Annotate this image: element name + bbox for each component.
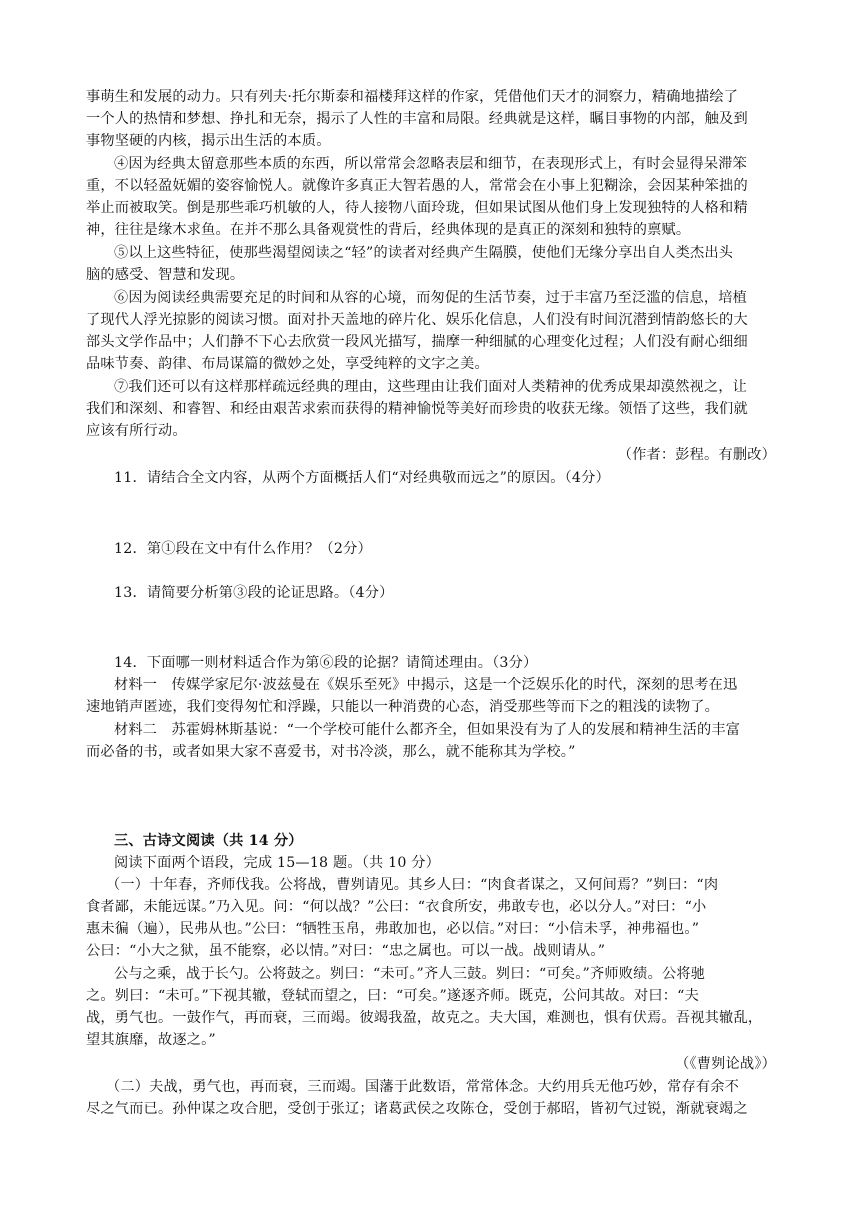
passage-line: 品味节奏、韵律、布局谋篇的微妙之处，享受纯粹的文字之美。: [86, 356, 489, 372]
classical-text-line: 惠未徧（遍），民弗从也。”公曰：“牺牲玉帛，弗敢加也，必以信。”对曰：“小信未孚，神弗福也。”: [86, 921, 700, 937]
passage-line: 一个人的热情和梦想、挣扎和无奈，揭示了人性的丰富和局限。经典就是这样，瞩目事物的内部，触及到: [86, 111, 748, 127]
passage-line: ⑥因为阅读经典需要充足的时间和从容的心境，而匆促的生活节奏，过于丰富乃至泛滥的信息，培植: [114, 290, 748, 306]
section-instruction: 阅读下面两个语段，完成 15—18 题。（共 10 分）: [114, 855, 441, 871]
classical-text-line: 尽之气而已。孙仲谋之攻合肥，受创于张辽；诸葛武侯之攻陈仓，受创于郝昭，皆初气过锐，渐就衰竭之: [86, 1101, 748, 1117]
material-1: 材料一 传媒学家尼尔·波兹曼在《娱乐至死》中揭示，这是一个泛娱乐化的时代，深刻的思考在迅: [114, 677, 738, 693]
section-heading: 三、古诗文阅读（共 14 分）: [114, 833, 303, 849]
classical-text-line: 战，勇气也。一鼓作气，再而衰，三而竭。彼竭我盈，故克之。夫大国，难测也，惧有伏焉。吾视其辙乱，: [86, 1010, 763, 1026]
question-14: 14．下面哪一则材料适合作为第⑥段的论据？请简述理由。（3分）: [114, 655, 538, 671]
classical-text-line: （二）夫战，勇气也，再而衰，三而竭。国藩于此数语，常常体念。大约用兵无他巧妙，常存有余不: [106, 1079, 740, 1095]
question-12: 12．第①段在文中有什么作用？（2分）: [114, 541, 372, 557]
passage-line: 脑的感受、智慧和发现。: [86, 267, 245, 283]
passage-line: 事萌生和发展的动力。只有列夫·托尔斯泰和福楼拜这样的作家，凭借他们天才的洞察力，精确地描绘了: [86, 89, 739, 105]
material-2: 而必备的书，或者如果大家不喜爱书，对书冷淡，那么，就不能称其为学校。”: [86, 744, 576, 760]
passage-line: ⑤以上这些特征，使那些渴望阅读之“轻”的读者对经典产生隔膜，使他们无缘分享出自人类杰出头: [114, 245, 734, 261]
passage-line: 举止而被取笑。倒是那些乖巧机敏的人，待人接物八面玲珑，但如果试图从他们身上发现独特的人格和精: [86, 200, 748, 216]
passage-line: 应该有所行动。: [86, 423, 187, 439]
passage-line: ⑦我们还可以有这样那样疏远经典的理由，这些理由让我们面对人类精神的优秀成果却漠然视之，让: [114, 379, 748, 395]
passage-line: 部头文学作品中；人们静不下心去欣赏一段风光描写，揣摩一种细腻的心理变化过程；人们没有耐心细细: [86, 334, 748, 350]
passage-line: 重，不以轻盈妩媚的姿容愉悦人。就像许多真正大智若愚的人，常常会在小事上犯糊涂，会因某种笨拙的: [86, 178, 748, 194]
classical-text-line: 公与之乘，战于长勺。公将鼓之。刿曰：“未可。”齐人三鼓。刿曰：“可矣。”齐师败绩。公将驰: [114, 966, 706, 982]
passage-line: 了现代人浮光掠影的阅读习惯。面对扑天盖地的碎片化、娱乐化信息，人们没有时间沉潜到情韵悠长的大: [86, 312, 748, 328]
passage-line: 事物坚硬的内核，揭示出生活的本质。: [86, 133, 331, 149]
passage-line: 我们和深刻、和睿智、和经由艰苦求索而获得的精神愉悦等美好而珍贵的收获无缘。领悟了这些，我们就: [86, 401, 748, 417]
question-13: 13．请简要分析第③段的论证思路。（4分）: [114, 585, 394, 601]
classical-text-line: 食者鄙，未能远谋。”乃入见。问：“何以战？”公曰：“衣食所安，弗敢专也，必以分人。”对曰：“小: [86, 899, 707, 915]
passage-line: 神，往往是缘木求鱼。在并不那么具备观赏性的背后，经典体现的是真正的深刻和独特的禀赋。: [86, 222, 691, 238]
material-1: 速地销声匿迹，我们变得匆忙和浮躁，只能以一种消费的心态，消受那些等而下之的粗浅的读物了。: [86, 699, 720, 715]
classical-text-line: 公曰：“小大之狱，虽不能察，必以情。”对曰：“忠之属也。可以一战。战则请从。”: [86, 943, 606, 959]
classical-text-line: 望其旗靡，故逐之。”: [86, 1032, 216, 1048]
classical-text-line: （一）十年春，齐师伐我。公将战，曹刿请见。其乡人曰：“肉食者谋之，又何间焉？”刿曰：“肉: [106, 877, 719, 893]
question-11: 11．请结合全文内容，从两个方面概括人们“对经典敬而远之”的原因。（4分）: [114, 470, 610, 486]
classical-text-line: 之。刿曰：“未可。”下视其辙，登轼而望之，曰：“可矣。”遂逐齐师。既克，公问其故。对曰：“夫: [86, 988, 699, 1004]
attribution: （作者：彭程。有删改）: [617, 447, 776, 463]
material-2: 材料二 苏霍姆林斯基说：“一个学校可能什么都齐全，但如果没有为了人的发展和精神生活的丰富: [114, 722, 741, 738]
source-citation: （《曹刿论战》）: [675, 1056, 776, 1072]
passage-line: ④因为经典太留意那些本质的东西，所以常常会忽略表层和细节，在表现形式上，有时会显得呆滞笨: [114, 156, 748, 172]
